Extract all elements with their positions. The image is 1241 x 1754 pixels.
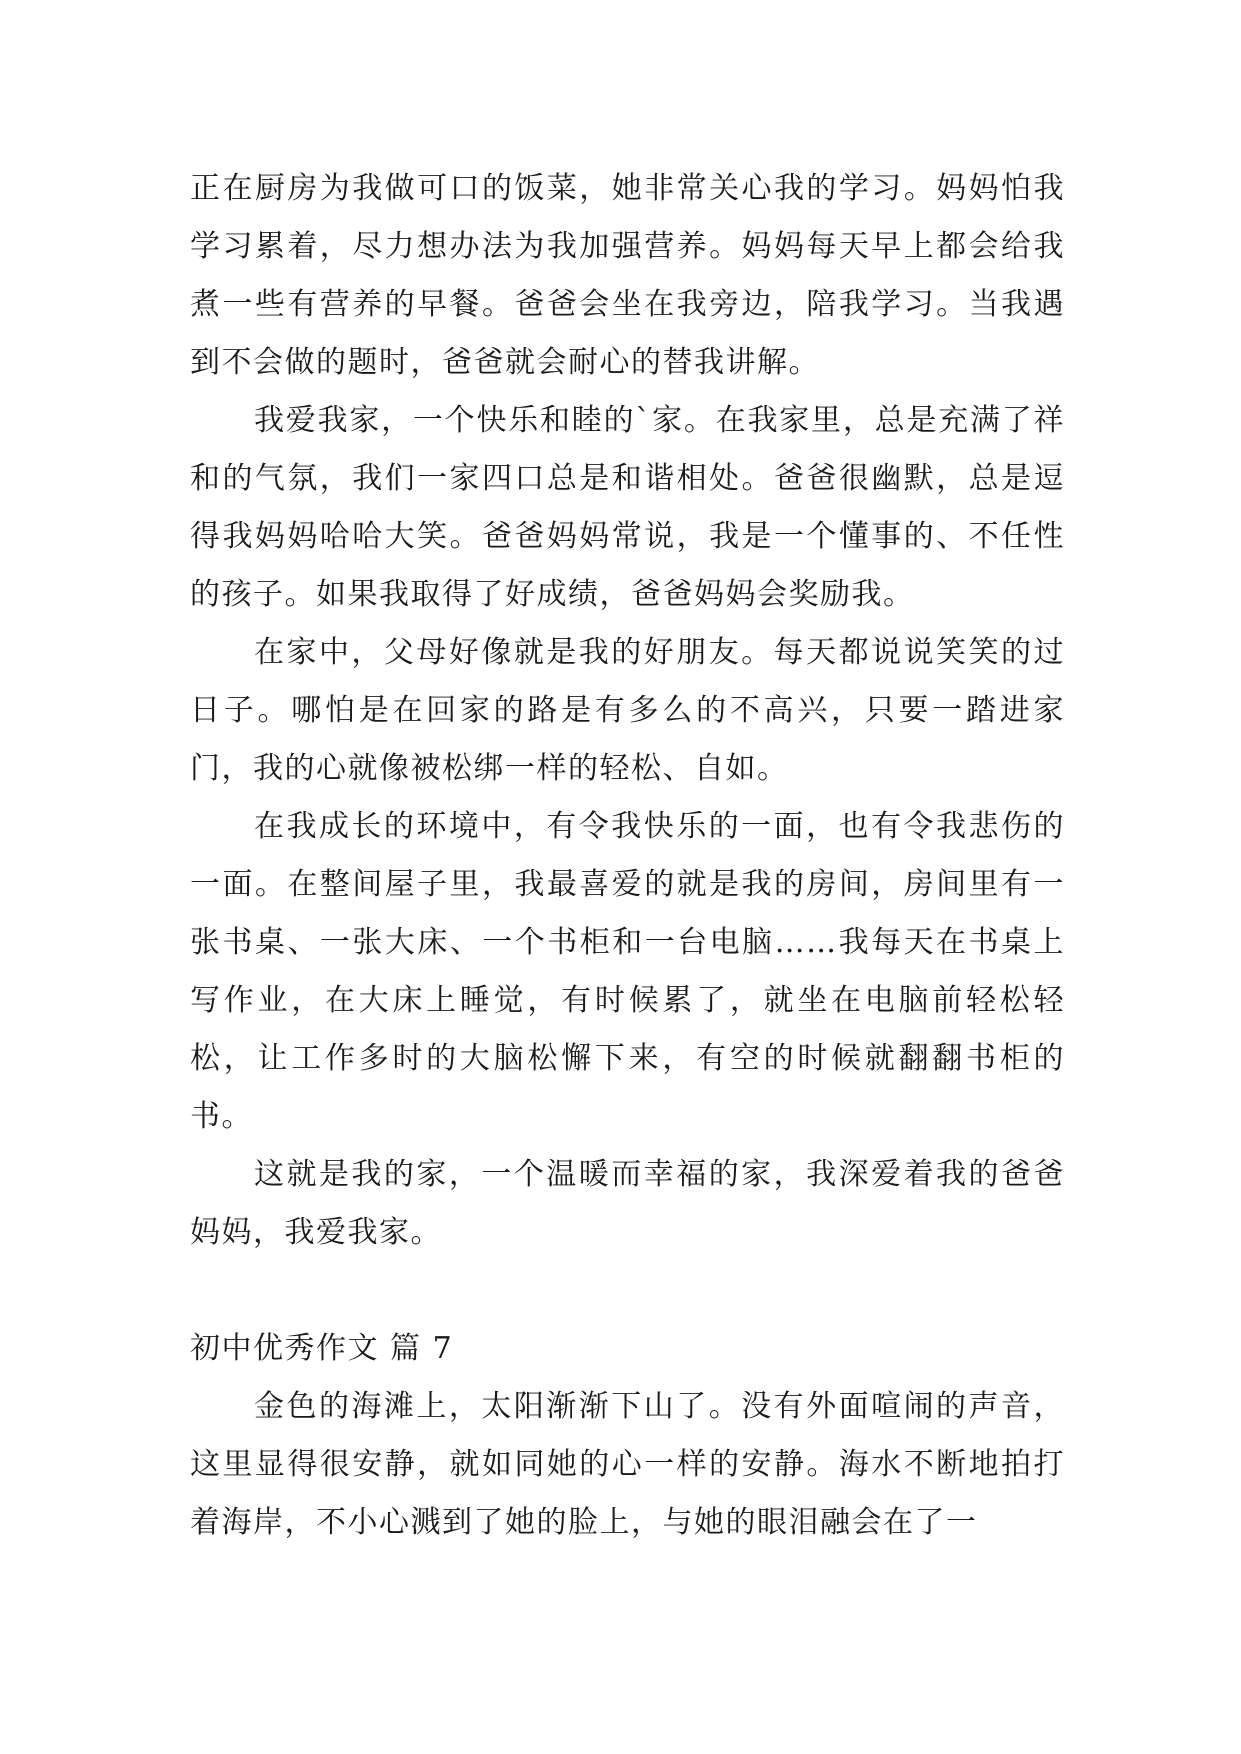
paragraph-3: 在家中，父母好像就是我的好朋友。每天都说说笑笑的过日子。哪怕是在回家的路是有多么的不高兴，只要一踏进家门，我的心就像被松绑一样的轻松、自如。 (190, 635, 1065, 786)
paragraph-1: 正在厨房为我做可口的饭菜，她非常关心我的学习。妈妈怕我学习累着，尽力想办法为我加强营养。妈妈每天早上都会给我煮一些有营养的早餐。爸爸会坐在我旁边，陪我学习。当我遇到不会做的题时，爸爸就会耐心的替我讲解。 (190, 171, 1065, 380)
paragraph-2: 我爱我家，一个快乐和睦的`家。在我家里，总是充满了祥和的气氛，我们一家四口总是和谐相处。爸爸很幽默，总是逗得我妈妈哈哈大笑。爸爸妈妈常说，我是一个懂事的、不任性的孩子。如果我取得了好成绩，爸爸妈妈会奖励我。 (190, 403, 1065, 612)
section-heading: 初中优秀作文 篇 7 (190, 1331, 454, 1366)
document-page (190, 160, 1065, 1552)
paragraph-5: 这就是我的家，一个温暖而幸福的家，我深爱着我的爸爸妈妈，我爱我家。 (190, 1157, 1065, 1250)
paragraph-6: 金色的海滩上，太阳渐渐下山了。没有外面喧闹的声音，这里显得很安静，就如同她的心一样的安静。海水不断地拍打着海岸，不小心溅到了她的脸上，与她的眼泪融会在了一 (190, 1389, 1065, 1540)
paragraph-4: 在我成长的环境中，有令我快乐的一面，也有令我悲伤的一面。在整间屋子里，我最喜爱的就是我的房间，房间里有一张书桌、一张大床、一个书柜和一台电脑……我每天在书桌上写作业，在大床上睡觉，有时候累了，就坐在电脑前轻松轻松，让工作多时的大脑松懈下来，有空的时候就翻翻书柜的书。 (190, 809, 1065, 1134)
